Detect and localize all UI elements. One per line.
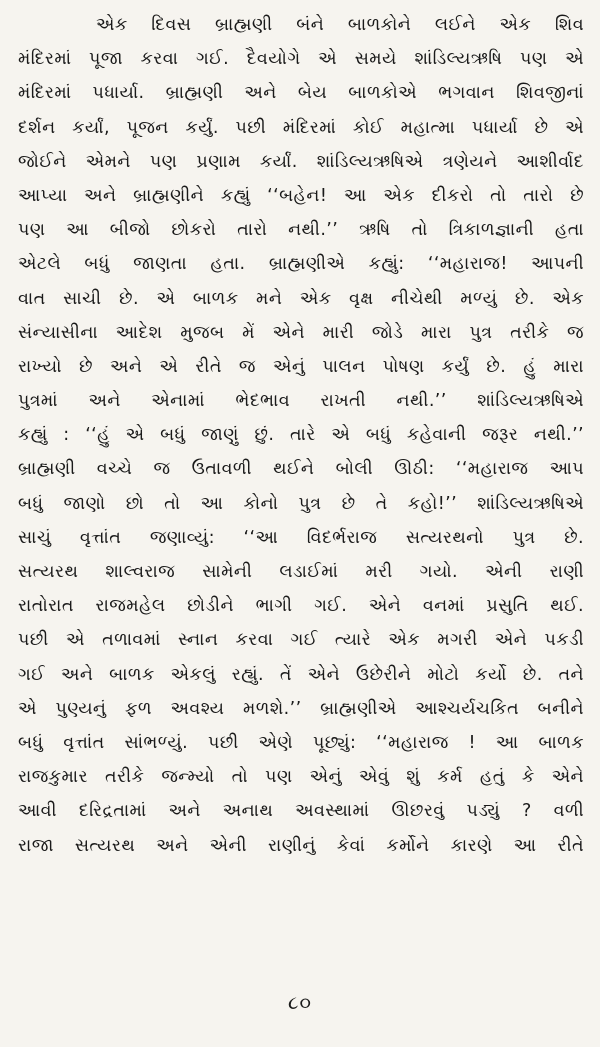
text-line: પુત્રમાં અને એનામાં ભેદભાવ રાખતી નથી.’’ શાંડિલ્યઋષિએ xyxy=(18,391,584,412)
text-line: ગઈ અને બાળક એકલું રહ્યું. તેં એને ઉછેરીને મોટો કર્યો છે. તને xyxy=(18,664,584,685)
text-line: પછી એ તળાવમાં સ્નાન કરવા ગઈ ત્યારે એક મગરી એને પકડી xyxy=(18,630,584,651)
text-line: બ્રાહ્મણી વચ્ચે જ ઉતાવળી થઈને બોલી ઊઠી: ‘‘મહારાજ આપ xyxy=(18,459,584,480)
text-line: આવી દરિદ્રતામાં અને અનાથ અવસ્થામાં ઊછરવું પડ્યું ? વળી xyxy=(18,801,584,822)
text-line: સંન્યાસીના આદેશ મુજબ મેં એને મારી જોડે મારા પુત્ર તરીકે જ xyxy=(18,322,584,343)
text-line: બધું જાણો છો તો આ કોનો પુત્ર છે તે કહો!’’ શાંડિલ્યઋષિએ xyxy=(18,493,584,514)
text-line: બધું વૃત્તાંત સાંભળ્યું. પછી એણે પૂછ્યું: ‘‘મહારાજ ! આ બાળક xyxy=(18,732,584,753)
text-line: કહ્યું : ‘‘હું એ બધું જાણું છું. તારે એ બધું કહેવાની જરૂર નથી.’’ xyxy=(18,425,584,446)
body-text xyxy=(18,8,584,863)
text-line: જોઈને એમને પણ પ્રણામ કર્યાં. શાંડિલ્યઋષિએ ત્રણેયને આશીર્વાદ xyxy=(18,151,584,172)
text-line: દર્શન કર્યાં, પૂજન કર્યું. પછી મંદિરમાં કોઈ મહાત્મા પધાર્યા છે એ xyxy=(18,117,584,138)
text-line: એક દિવસ બ્રાહ્મણી બંને બાળકોને લઈને એક શિવ xyxy=(96,15,584,35)
text-line: પણ આ બીજો છોકરો તારો નથી.’’ ઋષિ તો ત્રિકાળજ્ઞાની હતા xyxy=(18,220,584,241)
text-line: સત્યરથ શાલ્વરાજ સામેની લડાઈમાં મરી ગયો. એની રાણી xyxy=(18,562,584,582)
text-line: એટલે બધું જાણતા હતા. બ્રાહ્મણીએ કહ્યું: ‘‘મહારાજ! આપની xyxy=(18,254,584,275)
text-line: રાખ્યો છે અને એ રીતે જ એનું પાલન પોષણ કર્યું છે. હું મારા xyxy=(18,356,584,377)
text-line: રાજા સત્યરથ અને એની રાણીનું કેવાં કર્મોને કારણે આ રીતે xyxy=(18,835,584,856)
text-line: આપ્યા અને બ્રાહ્મણીને કહ્યું ‘‘બહેન! આ એક દીકરો તો તારો છે xyxy=(18,185,584,206)
text-line: સાચું વૃત્તાંત જણાવ્યું: ‘‘આ વિદર્ભરાજ સત્યરથનો પુત્ર છે. xyxy=(18,527,584,548)
text-line: વાત સાચી છે. એ બાળક મને એક વૃક્ષ નીચેથી મળ્યું છે. એક xyxy=(18,288,584,309)
text-line: મંદિરમાં પૂજા કરવા ગઈ. દૈવયોગે એ સમયે શાંડિલ્યઋષિ પણ એ xyxy=(18,49,584,70)
text-line: મંદિરમાં પધાર્યા. બ્રાહ્મણી અને બેય બાળકોએ ભગવાન શિવજીનાં xyxy=(18,83,584,104)
text-line: રાતોરાત રાજમહેલ છોડીને ભાગી ગઈ. એને વનમાં પ્રસુતિ થઈ. xyxy=(18,596,584,617)
text-line: રાજકુમાર તરીકે જન્મ્યો તો પણ એનું એવું શું કર્મ હતું કે એને xyxy=(18,767,584,788)
text-line: એ પુણ્યનું ફળ અવશ્ય મળશે.’’ બ્રાહ્મણીએ આશ્ચર્યચકિત બનીને xyxy=(18,698,584,719)
page-number: ૮૦ xyxy=(288,992,312,1014)
